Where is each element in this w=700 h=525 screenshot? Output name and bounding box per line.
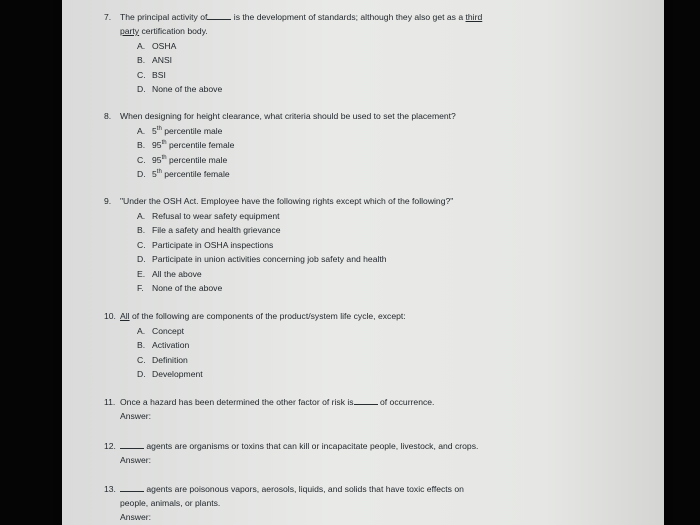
option-b: B. Activation bbox=[137, 340, 190, 351]
option-a: A. OSHA bbox=[137, 41, 177, 51]
question-stem-continued: party certification body. bbox=[120, 26, 208, 36]
question-stem: "Under the OSH Act. Employee have the following rights except which of the following?" bbox=[120, 196, 454, 206]
option-a: A. Concept bbox=[137, 326, 185, 336]
options-list bbox=[137, 124, 456, 182]
option-c: C. Participate in OSHA inspections bbox=[137, 239, 274, 250]
option-d: D. Participate in union activities concerning job safety and health bbox=[137, 254, 387, 265]
option-a: A. 5th percentile male bbox=[137, 126, 223, 136]
option-f: F. None of the above bbox=[137, 282, 223, 293]
question-number: 9. bbox=[104, 196, 112, 206]
option-b: B. File a safety and health grievance bbox=[137, 225, 281, 236]
option-b: B. 95th percentile female bbox=[137, 140, 235, 151]
question-number: 11. bbox=[104, 397, 116, 407]
option-e: E. All the above bbox=[137, 268, 202, 279]
question-number: 10. bbox=[104, 311, 116, 321]
option-c: C. 95th percentile male bbox=[137, 154, 228, 165]
option-d: D. 5th percentile female bbox=[137, 169, 230, 180]
question-number: 12. bbox=[104, 441, 116, 451]
option-d: D. Development bbox=[137, 369, 203, 380]
question-number: 13. bbox=[104, 484, 116, 494]
question-number: 7. bbox=[104, 12, 112, 22]
option-b: B. ANSI bbox=[137, 55, 173, 66]
question-stem: The principal activity of is the development of standards; although they also get as a third bbox=[120, 12, 483, 22]
question-12 bbox=[104, 439, 478, 467]
question-11 bbox=[104, 395, 434, 423]
question-number: 8. bbox=[104, 111, 112, 121]
question-13 bbox=[104, 482, 464, 524]
fill-blank bbox=[207, 11, 231, 20]
answer-label: Answer: bbox=[120, 512, 152, 522]
question-stem: All of the following are components of the product/system life cycle, except: bbox=[120, 311, 406, 321]
option-a: A. Refusal to wear safety equipment bbox=[137, 211, 280, 221]
question-10 bbox=[104, 309, 406, 382]
question-stem: Once a hazard has been determined the other factor of risk is of occurrence. bbox=[120, 397, 435, 407]
question-stem: When designing for height clearance, what criteria should be used to set the placement? bbox=[120, 111, 456, 121]
options-list bbox=[137, 39, 482, 97]
fill-blank bbox=[120, 440, 144, 449]
question-8 bbox=[104, 109, 456, 182]
answer-label: Answer: bbox=[120, 455, 152, 465]
worksheet-page bbox=[62, 0, 664, 525]
fill-blank bbox=[354, 396, 378, 405]
question-9 bbox=[104, 194, 453, 295]
fill-blank bbox=[120, 483, 144, 492]
question-stem-continued: people, animals, or plants. bbox=[120, 498, 221, 508]
answer-label: Answer: bbox=[120, 411, 152, 421]
option-c: C. Definition bbox=[137, 354, 188, 365]
question-stem: agents are organisms or toxins that can kill or incapacitate people, livestock, and crops. bbox=[120, 441, 478, 451]
question-7 bbox=[104, 10, 482, 97]
option-c: C. BSI bbox=[137, 69, 166, 80]
question-stem: agents are poisonous vapors, aerosols, liquids, and solids that have toxic effects on bbox=[120, 484, 464, 494]
options-list bbox=[137, 324, 406, 382]
option-d: D. None of the above bbox=[137, 84, 223, 95]
options-list bbox=[137, 209, 453, 295]
